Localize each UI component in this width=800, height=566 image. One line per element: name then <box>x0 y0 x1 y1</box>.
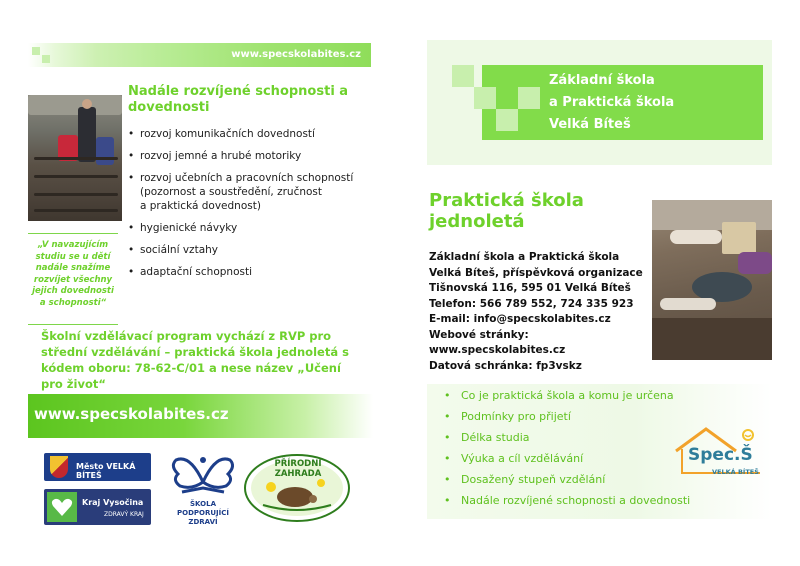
decor-square <box>32 47 40 55</box>
butterfly-book-icon <box>168 452 238 500</box>
list-item: • Co je praktická škola a komu je určena <box>441 389 721 403</box>
region-logo: Kraj Vysočina ZDRAVÝ KRAJ <box>44 489 151 525</box>
banner-website-link[interactable]: www.specskolabites.cz <box>34 405 229 423</box>
top-green-strip <box>28 43 371 67</box>
nature-garden-logo: PŘÍRODNÍ ZAHRADA <box>243 453 351 523</box>
contact-block: Základní škola a Praktická škola Velká Bíteš, příspěvková organizace Tišnovská 116, 595 01 Velká Bíteš Telefon: 566 789 552, 724 335 923 E-mail: info@specskolabites.cz Webové stránky: www.specskolabites.cz Datová schránka: fp3vskz <box>429 250 659 374</box>
quote-text: „V navazujícím studiu se u dětí nadále snažíme rozvíjet všechny jejich dovednosti a schopnosti“ <box>32 240 114 308</box>
skills-list <box>126 127 376 287</box>
email-text[interactable]: E-mail: info@specskolabites.cz <box>429 313 611 325</box>
heart-icon <box>47 492 77 522</box>
list-item: • rozvoj učebních a pracovních schopností (pozornost a soustředění, zručnost a praktická dovednost) <box>126 171 376 213</box>
decor-square <box>474 87 496 109</box>
website-link[interactable]: www.specskolabites.cz <box>429 344 566 356</box>
list-item: • Dosažený stupeň vzdělání <box>441 473 721 487</box>
list-item: • rozvoj jemné a hrubé motoriky <box>126 149 376 163</box>
pottery-photo <box>652 200 772 360</box>
list-item: • Podmínky pro přijetí <box>441 410 721 424</box>
top-website-link[interactable]: www.specskolabites.cz <box>231 49 361 60</box>
list-item: • Délka studia <box>441 431 721 445</box>
decor-square <box>42 55 50 63</box>
decor-square <box>518 87 540 109</box>
spec-school-logo: Spec.Š VELKÁ BÍTEŠ <box>672 425 770 485</box>
health-school-logo: ŠKOLA PODPORUJÍCÍ ZDRAVÍ <box>168 452 238 527</box>
list-item: • hygienické návyky <box>126 221 376 235</box>
list-item: • adaptační schopnosti <box>126 265 376 279</box>
coat-of-arms-icon <box>50 456 68 478</box>
list-item: • sociální vztahy <box>126 243 376 257</box>
list-item: • Nadále rozvíjené schopnosti a dovednosti <box>441 494 721 508</box>
phone-text: Telefon: 566 789 552, 724 335 923 <box>429 297 634 310</box>
list-item: • Výuka a cíl vzdělávání <box>441 452 721 466</box>
school-name: Základní škola a Praktická škola Velká Bíteš <box>549 73 675 132</box>
decor-square <box>496 109 518 131</box>
school-type-title: Praktická škola jednoletá <box>429 190 584 232</box>
program-description: Školní vzdělávací program vychází z RVP pro střední vzdělávání – praktická škola jednoletá s kódem oboru: 78-62-C/01 a nese název „Učení pro život“ <box>41 329 349 391</box>
skills-title: Nadále rozvíjené schopnosti a dovednosti <box>128 84 349 115</box>
town-logo: Město VELKÁ BÍTEŠ <box>44 453 151 481</box>
garden-photo <box>28 95 122 221</box>
decor-square <box>452 65 474 87</box>
list-item: • rozvoj komunikačních dovedností <box>126 127 376 141</box>
